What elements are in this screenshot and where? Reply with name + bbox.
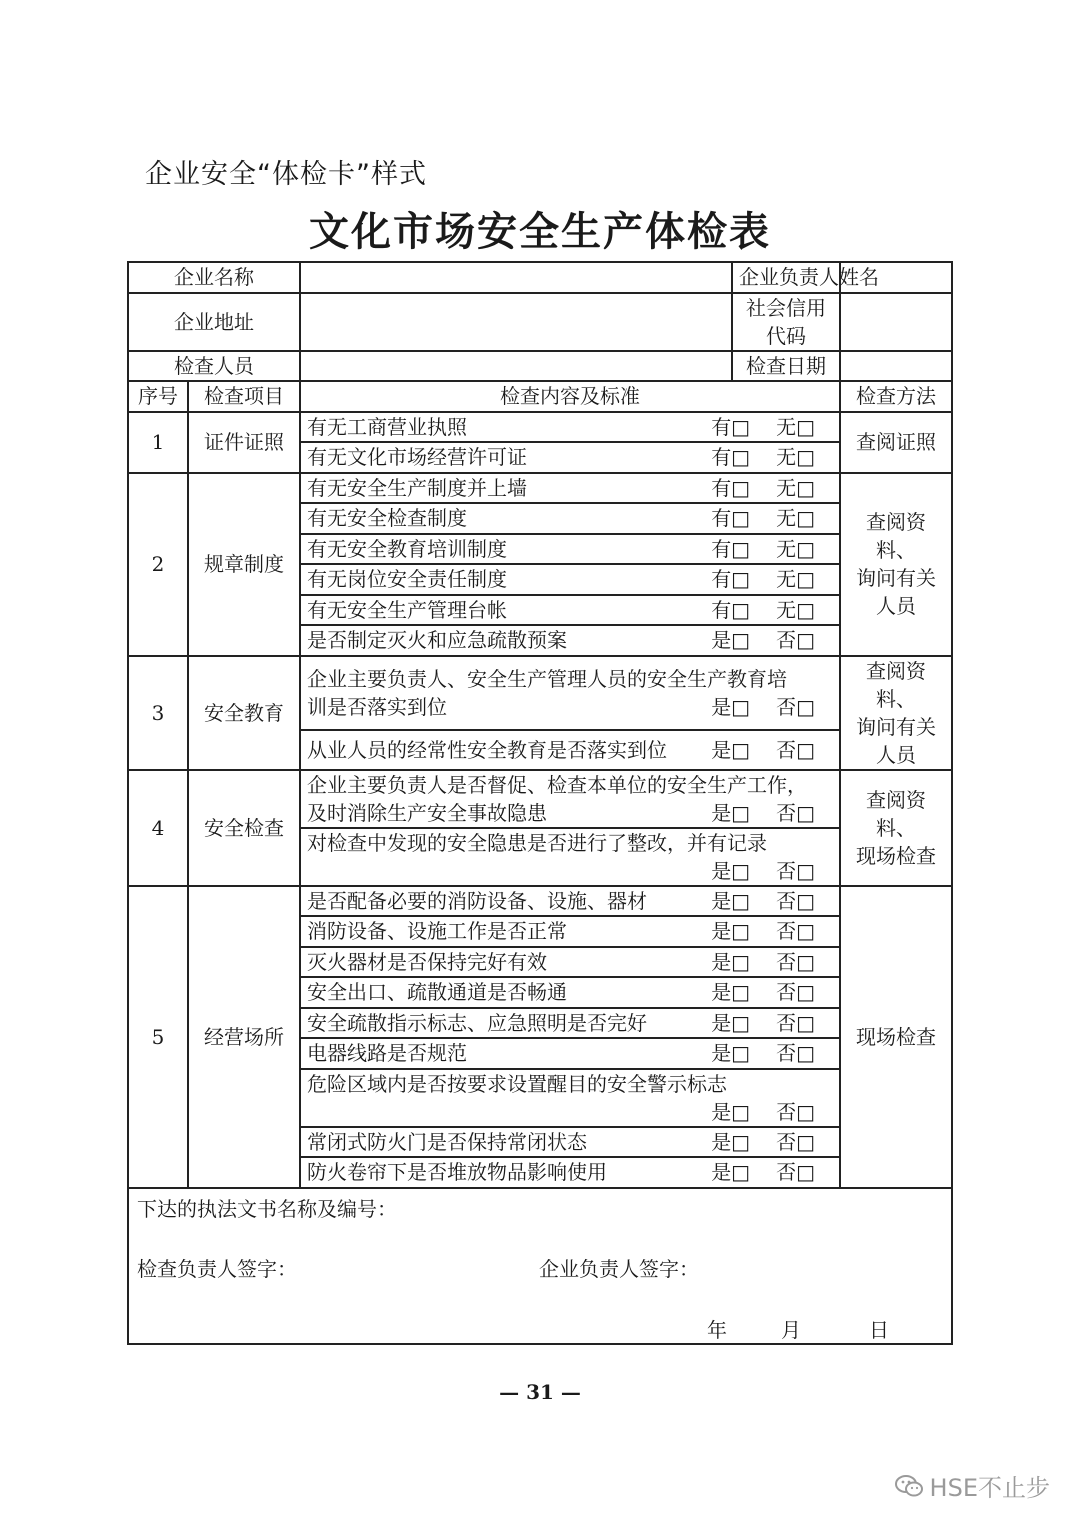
option-no-checkbox[interactable]: 否□ xyxy=(776,949,815,974)
inspection-method xyxy=(840,886,952,1188)
option-no-checkbox[interactable]: 否□ xyxy=(776,919,815,944)
info-label: 检查日期 xyxy=(732,351,840,382)
option-no-checkbox[interactable]: 无□ xyxy=(776,475,815,500)
method-line: 询问有关 xyxy=(856,566,936,590)
check-item-text: 常闭式防火门是否保持常闭状态 xyxy=(307,1129,587,1154)
date-day: 日 xyxy=(869,1317,889,1342)
option-no-checkbox[interactable]: 否□ xyxy=(776,858,815,883)
method-line: 查阅资料、 xyxy=(866,787,926,840)
method-line: 查阅资料、 xyxy=(866,658,926,711)
inspection-content xyxy=(300,656,840,731)
check-item-text: 有无岗位安全责任制度 xyxy=(307,567,507,592)
check-options[interactable] xyxy=(711,859,815,883)
check-item-text: 防火卷帘下是否堆放物品影响使用 xyxy=(307,1160,607,1185)
inspection-content xyxy=(300,1157,840,1188)
method-line: 现场检查 xyxy=(856,843,936,868)
check-options[interactable] xyxy=(711,474,815,502)
option-yes-checkbox[interactable]: 是□ xyxy=(711,980,751,1005)
info-row xyxy=(128,262,952,293)
option-no-checkbox[interactable]: 无□ xyxy=(776,414,815,439)
page-number: — 31 — xyxy=(499,1380,581,1404)
column-header-item: 检查项目 xyxy=(188,381,300,412)
check-item-text: 危险区域内是否按要求设置醒目的安全警示标志 xyxy=(307,1071,727,1096)
info-value-cell[interactable] xyxy=(300,262,732,293)
info-value-cell[interactable] xyxy=(840,293,952,351)
option-no-checkbox[interactable]: 否□ xyxy=(776,694,815,719)
column-header-row xyxy=(128,381,952,412)
option-no-checkbox[interactable]: 否□ xyxy=(776,1129,815,1154)
info-row xyxy=(128,293,952,351)
section-number: 4 xyxy=(128,770,188,886)
inspection-content xyxy=(300,977,840,1008)
inspection-content xyxy=(300,916,840,947)
option-yes-checkbox[interactable]: 是□ xyxy=(711,858,751,883)
inspection-form-table xyxy=(127,261,953,1345)
inspection-content xyxy=(300,1069,840,1127)
option-no-checkbox[interactable]: 否□ xyxy=(776,980,815,1005)
check-item-text: 有无工商营业执照 xyxy=(307,414,467,439)
check-item-text: 及时消除生产安全事故隐患 xyxy=(307,800,547,825)
column-header-content: 检查内容及标准 xyxy=(300,381,840,412)
inspection-content xyxy=(300,1008,840,1039)
section-number: 3 xyxy=(128,656,188,770)
inspection-content xyxy=(300,412,840,443)
inspection-row xyxy=(128,886,952,917)
check-options[interactable] xyxy=(711,1100,815,1124)
inspection-row xyxy=(128,770,952,828)
check-item-text: 企业主要负责人、安全生产管理人员的安全生产教育培 xyxy=(307,666,787,691)
section-number: 5 xyxy=(128,886,188,1188)
info-label: 企业名称 xyxy=(128,262,300,293)
option-yes-checkbox[interactable]: 是□ xyxy=(711,628,751,653)
info-value-cell[interactable] xyxy=(300,351,732,382)
pre-title: 企业安全“体检卡”样式 xyxy=(145,159,427,190)
option-yes-checkbox[interactable]: 有□ xyxy=(711,506,751,531)
info-row xyxy=(128,351,952,382)
option-yes-checkbox[interactable]: 是□ xyxy=(711,949,751,974)
check-options[interactable] xyxy=(711,887,815,915)
section-number: 2 xyxy=(128,473,188,656)
inspection-row xyxy=(128,412,952,443)
inspection-content xyxy=(300,1038,840,1069)
section-item: 安全教育 xyxy=(188,656,300,770)
check-options[interactable] xyxy=(711,948,815,976)
check-options[interactable] xyxy=(711,799,815,827)
inspection-content xyxy=(300,1127,840,1158)
inspection-content xyxy=(300,534,840,565)
check-item-text: 从业人员的经常性安全教育是否落实到位 xyxy=(307,737,667,762)
inspection-content xyxy=(300,770,840,828)
check-item-text: 训是否落实到位 xyxy=(307,694,447,719)
check-options[interactable] xyxy=(711,504,815,532)
option-no-checkbox[interactable]: 否□ xyxy=(776,628,815,653)
inspector-signature-label[interactable]: 检查负责人签字： xyxy=(137,1256,297,1281)
section-item: 安全检查 xyxy=(188,770,300,886)
enforcement-doc-label: 下达的执法文书名称及编号： xyxy=(137,1196,397,1221)
section-number: 1 xyxy=(128,412,188,473)
column-header-no: 序号 xyxy=(128,381,188,412)
check-item-text: 有无安全检查制度 xyxy=(307,506,467,531)
option-yes-checkbox[interactable]: 有□ xyxy=(711,597,751,622)
inspection-content xyxy=(300,947,840,978)
info-label: 企业地址 xyxy=(128,293,300,351)
check-item-text: 消防设备、设施工作是否正常 xyxy=(307,919,567,944)
inspection-content xyxy=(300,473,840,504)
check-options[interactable] xyxy=(711,917,815,945)
check-options[interactable] xyxy=(711,978,815,1006)
option-no-checkbox[interactable]: 否□ xyxy=(776,800,815,825)
check-item-text: 有无安全教育培训制度 xyxy=(307,536,507,561)
option-yes-checkbox[interactable]: 有□ xyxy=(711,567,751,592)
option-no-checkbox[interactable]: 否□ xyxy=(776,1041,815,1066)
option-yes-checkbox[interactable]: 是□ xyxy=(711,1129,751,1154)
option-no-checkbox[interactable]: 无□ xyxy=(776,567,815,592)
check-item-text: 是否制定灭火和应急疏散预案 xyxy=(307,628,567,653)
wechat-icon xyxy=(894,1473,924,1499)
option-yes-checkbox[interactable]: 是□ xyxy=(711,694,751,719)
page-title: 文化市场安全生产体检表 xyxy=(309,208,771,255)
info-label: 企业负责人姓名 xyxy=(732,262,840,293)
check-options[interactable] xyxy=(711,626,815,654)
company-signature-label[interactable]: 企业负责人签字： xyxy=(539,1256,699,1281)
inspection-content xyxy=(300,564,840,595)
option-no-checkbox[interactable]: 否□ xyxy=(776,1010,815,1035)
watermark-text: HSE不止步 xyxy=(929,1474,1050,1502)
watermark xyxy=(894,1468,1050,1503)
date-year: 年 xyxy=(707,1317,727,1342)
section-item: 规章制度 xyxy=(188,473,300,656)
option-yes-checkbox[interactable]: 是□ xyxy=(711,1099,751,1124)
check-item-text: 安全出口、疏散通道是否畅通 xyxy=(307,980,567,1005)
section-item: 经营场所 xyxy=(188,886,300,1188)
option-yes-checkbox[interactable]: 有□ xyxy=(711,536,751,561)
check-options[interactable] xyxy=(711,535,815,563)
check-options[interactable] xyxy=(711,1128,815,1156)
inspection-method xyxy=(840,770,952,886)
check-options[interactable] xyxy=(711,1039,815,1067)
option-no-checkbox[interactable]: 无□ xyxy=(776,506,815,531)
method-line: 人员 xyxy=(876,594,916,618)
check-options[interactable] xyxy=(711,596,815,624)
section-item: 证件证照 xyxy=(188,412,300,473)
check-item-text: 安全疏散指示标志、应急照明是否完好 xyxy=(307,1010,647,1035)
check-item-text: 有无文化市场经营许可证 xyxy=(307,445,527,470)
check-options[interactable] xyxy=(711,1158,815,1186)
method-line: 人员 xyxy=(876,742,916,767)
inspection-method xyxy=(840,656,952,770)
method-line: 现场检查 xyxy=(856,1024,936,1049)
info-value-cell[interactable] xyxy=(840,351,952,382)
check-item-text: 灭火器材是否保持完好有效 xyxy=(307,949,547,974)
info-label: 检查人员 xyxy=(128,351,300,382)
method-line: 查阅证照 xyxy=(856,430,936,454)
check-item-text: 企业主要负责人是否督促、检查本单位的安全生产工作， xyxy=(307,772,807,797)
inspection-content xyxy=(300,730,840,769)
inspection-content xyxy=(300,503,840,534)
inspection-method xyxy=(840,412,952,473)
check-options[interactable] xyxy=(711,1009,815,1037)
method-line: 查阅资料、 xyxy=(866,510,926,562)
check-item-text: 是否配备必要的消防设备、设施、器材 xyxy=(307,888,647,913)
option-no-checkbox[interactable]: 否□ xyxy=(776,888,815,913)
option-yes-checkbox[interactable]: 是□ xyxy=(711,1041,751,1066)
info-value-cell[interactable] xyxy=(300,293,732,351)
option-yes-checkbox[interactable]: 有□ xyxy=(711,475,751,500)
footer-cell xyxy=(128,1188,952,1344)
inspection-content xyxy=(300,442,840,473)
info-label: 社会信用代码 xyxy=(732,293,840,351)
inspection-method xyxy=(840,473,952,656)
check-options[interactable] xyxy=(711,736,815,764)
option-yes-checkbox[interactable]: 是□ xyxy=(711,919,751,944)
option-yes-checkbox[interactable]: 是□ xyxy=(711,1010,751,1035)
option-no-checkbox[interactable]: 无□ xyxy=(776,597,815,622)
check-options[interactable] xyxy=(711,693,815,721)
check-item-text: 有无安全生产制度并上墙 xyxy=(307,475,527,500)
option-yes-checkbox[interactable]: 是□ xyxy=(711,888,751,913)
check-options[interactable] xyxy=(711,565,815,593)
check-item-text: 有无安全生产管理台帐 xyxy=(307,597,507,622)
option-yes-checkbox[interactable]: 是□ xyxy=(711,1160,751,1185)
option-no-checkbox[interactable]: 无□ xyxy=(776,536,815,561)
option-no-checkbox[interactable]: 无□ xyxy=(776,445,815,470)
option-yes-checkbox[interactable]: 有□ xyxy=(711,414,751,439)
check-item-text: 对检查中发现的安全隐患是否进行了整改，并有记录 xyxy=(307,830,767,855)
check-options[interactable] xyxy=(711,413,815,441)
check-item-text: 电器线路是否规范 xyxy=(307,1041,467,1066)
option-yes-checkbox[interactable]: 有□ xyxy=(711,445,751,470)
inspection-content xyxy=(300,886,840,917)
option-no-checkbox[interactable]: 否□ xyxy=(776,1099,815,1124)
option-no-checkbox[interactable]: 否□ xyxy=(776,1160,815,1185)
inspection-content xyxy=(300,828,840,886)
inspection-row xyxy=(128,656,952,731)
date-month: 月 xyxy=(781,1317,801,1342)
column-header-method: 检查方法 xyxy=(840,381,952,412)
check-options[interactable] xyxy=(711,443,815,471)
method-line: 询问有关 xyxy=(856,714,936,739)
option-no-checkbox[interactable]: 否□ xyxy=(776,737,815,762)
option-yes-checkbox[interactable]: 是□ xyxy=(711,800,751,825)
option-yes-checkbox[interactable]: 是□ xyxy=(711,737,751,762)
footer-row xyxy=(128,1188,952,1344)
inspection-content xyxy=(300,595,840,626)
inspection-content xyxy=(300,625,840,656)
inspection-row xyxy=(128,473,952,504)
